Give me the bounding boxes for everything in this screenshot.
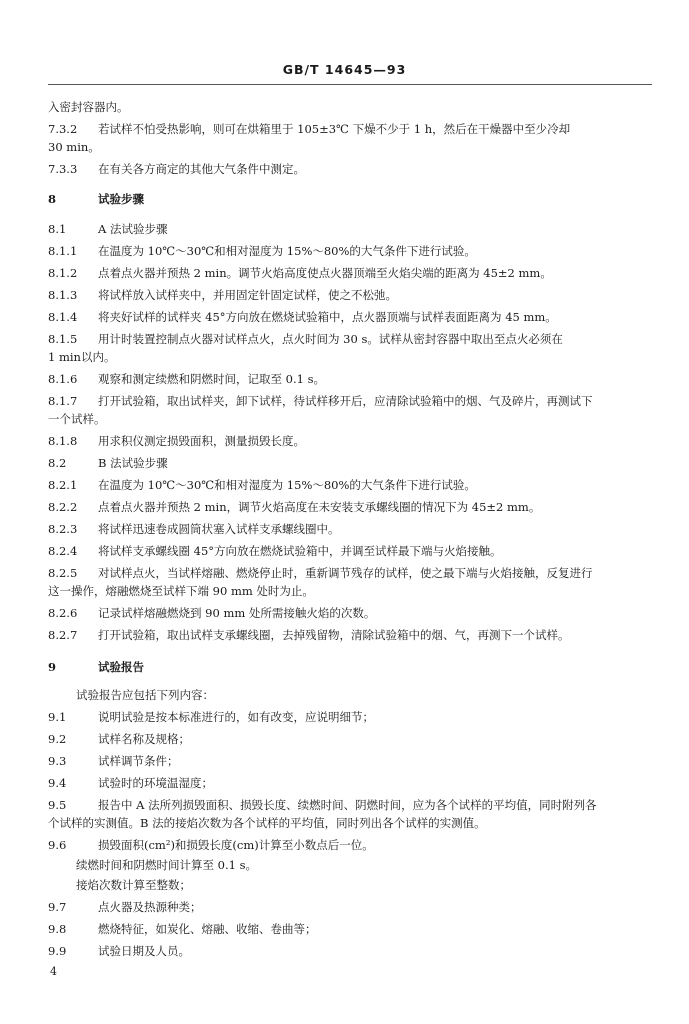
clause-number: 8.1 (48, 222, 67, 236)
clause-8-2-7 (48, 628, 652, 642)
clause-9-4 (48, 776, 652, 790)
clause-text: 用计时装置控制点火器对试样点火，点火时间为 30 s。试样从密封容器中取出至点火必须在 (98, 332, 563, 346)
clause-8-2-6 (48, 606, 652, 620)
clause-9-2 (48, 732, 652, 746)
clause-text: 将试样支承螺线圈 45°方向放在燃烧试验箱中，并调至试样最下端与火焰接触。 (98, 544, 502, 558)
clause-text: 若试样不怕受热影响，则可在烘箱里于 105±3℃ 下燥不少于 1 h，然后在干燥器中至少冷却 (98, 122, 571, 136)
clause-8-1-6 (48, 372, 652, 386)
clause-9-8 (48, 922, 652, 936)
clause-8-2 (48, 456, 652, 470)
clause-8-2-3 (48, 522, 652, 536)
clause-8-1-5 (48, 332, 652, 346)
text-line (76, 688, 680, 702)
clause-9-5 (48, 798, 652, 812)
clause-text: 说明试验是按本标准进行的，如有改变，应说明细节； (98, 710, 374, 724)
clause-9-9 (48, 944, 652, 958)
clause-number: 8.1.8 (48, 434, 78, 448)
clause-9-6 (48, 838, 652, 852)
clause-text: 点着点火器并预热 2 min，调节火焰高度在未安装支承螺线圈的情况下为 45±2 mm。 (98, 500, 541, 514)
line-text: 1 min以内。 (48, 350, 116, 364)
text-line (48, 100, 652, 114)
clause-number: 7.3.3 (48, 162, 78, 176)
clause-text: 在温度为 10℃～30℃和相对湿度为 15%～80%的大气条件下进行试验。 (98, 244, 476, 258)
clause-text: 记录试样熔融燃烧到 90 mm 处所需接触火焰的次数。 (98, 606, 376, 620)
section-number: 8 (48, 192, 57, 206)
clause-number: 8.2 (48, 456, 67, 470)
header-rule (48, 84, 652, 85)
clause-7-3-3 (48, 162, 652, 176)
section-number: 9 (48, 660, 57, 674)
text-line (48, 140, 652, 154)
clause-text: 试验日期及人员。 (98, 944, 190, 958)
clause-8-2-5 (48, 566, 652, 580)
clause-9-3 (48, 754, 652, 768)
line-text: 这一操作，熔融燃烧至试样下端 90 mm 处时为止。 (48, 584, 314, 598)
clause-8-1-1 (48, 244, 652, 258)
clause-number: 8.2.4 (48, 544, 78, 558)
clause-number: 8.1.5 (48, 332, 78, 346)
clause-9-1 (48, 710, 652, 724)
text-line (76, 858, 680, 872)
clause-8-2-1 (48, 478, 652, 492)
clause-text: 将试样迅速卷成圆筒状塞入试样支承螺线圈中。 (98, 522, 340, 536)
clause-number: 8.1.1 (48, 244, 78, 258)
clause-text: 将夹好试样的试样夹 45°方向放在燃烧试验箱中，点火器顶端与试样表面距离为 45 mm。 (98, 310, 557, 324)
line-text: 入密封容器内。 (48, 100, 129, 114)
clause-8-1-7 (48, 394, 652, 408)
clause-number: 9.5 (48, 798, 67, 812)
clause-text: 燃烧特征，如炭化、熔融、收缩、卷曲等； (98, 922, 317, 936)
clause-number: 9.7 (48, 900, 67, 914)
section-title: 试验步骤 (98, 192, 144, 206)
line-text: 一个试样。 (48, 412, 106, 426)
clause-number: 8.2.2 (48, 500, 78, 514)
clause-text: 点火器及热源种类； (98, 900, 202, 914)
clause-number: 7.3.2 (48, 122, 78, 136)
clause-text: 在温度为 10℃～30℃和相对湿度为 15%～80%的大气条件下进行试验。 (98, 478, 476, 492)
clause-text: B 法试验步骤 (98, 456, 168, 470)
clause-number: 9.6 (48, 838, 67, 852)
clause-number: 8.1.4 (48, 310, 78, 324)
clause-number: 8.1.3 (48, 288, 78, 302)
line-text: 试验报告应包括下列内容： (76, 688, 214, 702)
clause-text: 报告中 A 法所列损毁面积、损毁长度、续燃时间、阴燃时间，应为各个试样的平均值，同时附列各 (98, 798, 597, 812)
clause-text: A 法试验步骤 (98, 222, 168, 236)
clause-number: 8.1.7 (48, 394, 78, 408)
clause-number: 9.1 (48, 710, 67, 724)
clause-text: 打开试验箱，取出试样夹，卸下试样，待试样移开后，应清除试验箱中的烟、气及碎片，再测试下 (98, 394, 593, 408)
line-text: 接焰次数计算至整数； (76, 878, 191, 892)
clause-text: 观察和测定续燃和阴燃时间，记取至 0.1 s。 (98, 372, 325, 386)
clause-8-2-4 (48, 544, 652, 558)
clause-number: 8.2.5 (48, 566, 78, 580)
section-title: 试验报告 (98, 660, 144, 674)
line-text: 30 min。 (48, 140, 100, 154)
clause-8-1-4 (48, 310, 652, 324)
clause-number: 9.4 (48, 776, 67, 790)
page-number: 4 (50, 965, 57, 978)
clause-number: 9.9 (48, 944, 67, 958)
clause-text: 用求积仪测定损毁面积，测量损毁长度。 (98, 434, 305, 448)
clause-number: 8.2.7 (48, 628, 78, 642)
clause-text: 试样调节条件； (98, 754, 179, 768)
clause-7-3-2 (48, 122, 652, 136)
clause-8-2-2 (48, 500, 652, 514)
clause-8-1-3 (48, 288, 652, 302)
line-text: 个试样的实测值。B 法的接焰次数为各个试样的平均值，同时列出各个试样的实测值。 (48, 816, 486, 830)
line-text: 续燃时间和阴燃时间计算至 0.1 s。 (76, 858, 257, 872)
section-heading-9 (48, 660, 652, 674)
clause-8-1 (48, 222, 652, 236)
clause-number: 8.1.6 (48, 372, 78, 386)
clause-8-1-8 (48, 434, 652, 448)
clause-text: 将试样放入试样夹中，并用固定针固定试样，使之不松弛。 (98, 288, 397, 302)
clause-text: 在有关各方商定的其他大气条件中测定。 (98, 162, 305, 176)
clause-text: 打开试验箱，取出试样支承螺线圈，去掉残留物，清除试验箱中的烟、气，再测下一个试样。 (98, 628, 570, 642)
clause-text: 试样名称及规格； (98, 732, 190, 746)
clause-number: 8.2.3 (48, 522, 78, 536)
clause-number: 9.8 (48, 922, 67, 936)
page-header: GB/T 14645—93 (282, 62, 407, 77)
clause-number: 8.2.1 (48, 478, 78, 492)
clause-8-1-2 (48, 266, 652, 280)
text-line (48, 350, 652, 364)
text-line (76, 878, 680, 892)
text-line (48, 584, 652, 598)
clause-9-7 (48, 900, 652, 914)
section-heading-8 (48, 192, 652, 206)
clause-number: 8.2.6 (48, 606, 78, 620)
clause-number: 9.3 (48, 754, 67, 768)
text-line (48, 816, 652, 830)
text-line (48, 412, 652, 426)
clause-text: 试验时的环境温湿度； (98, 776, 213, 790)
clause-text: 损毁面积(cm²)和损毁长度(cm)计算至小数点后一位。 (98, 838, 374, 852)
clause-number: 8.1.2 (48, 266, 78, 280)
clause-text: 对试样点火，当试样熔融、燃烧停止时，重新调节残存的试样，使之最下端与火焰接触，反复进行 (98, 566, 593, 580)
clause-number: 9.2 (48, 732, 67, 746)
clause-text: 点着点火器并预热 2 min。调节火焰高度使点火器顶端至火焰尖端的距离为 45±2 mm。 (98, 266, 552, 280)
